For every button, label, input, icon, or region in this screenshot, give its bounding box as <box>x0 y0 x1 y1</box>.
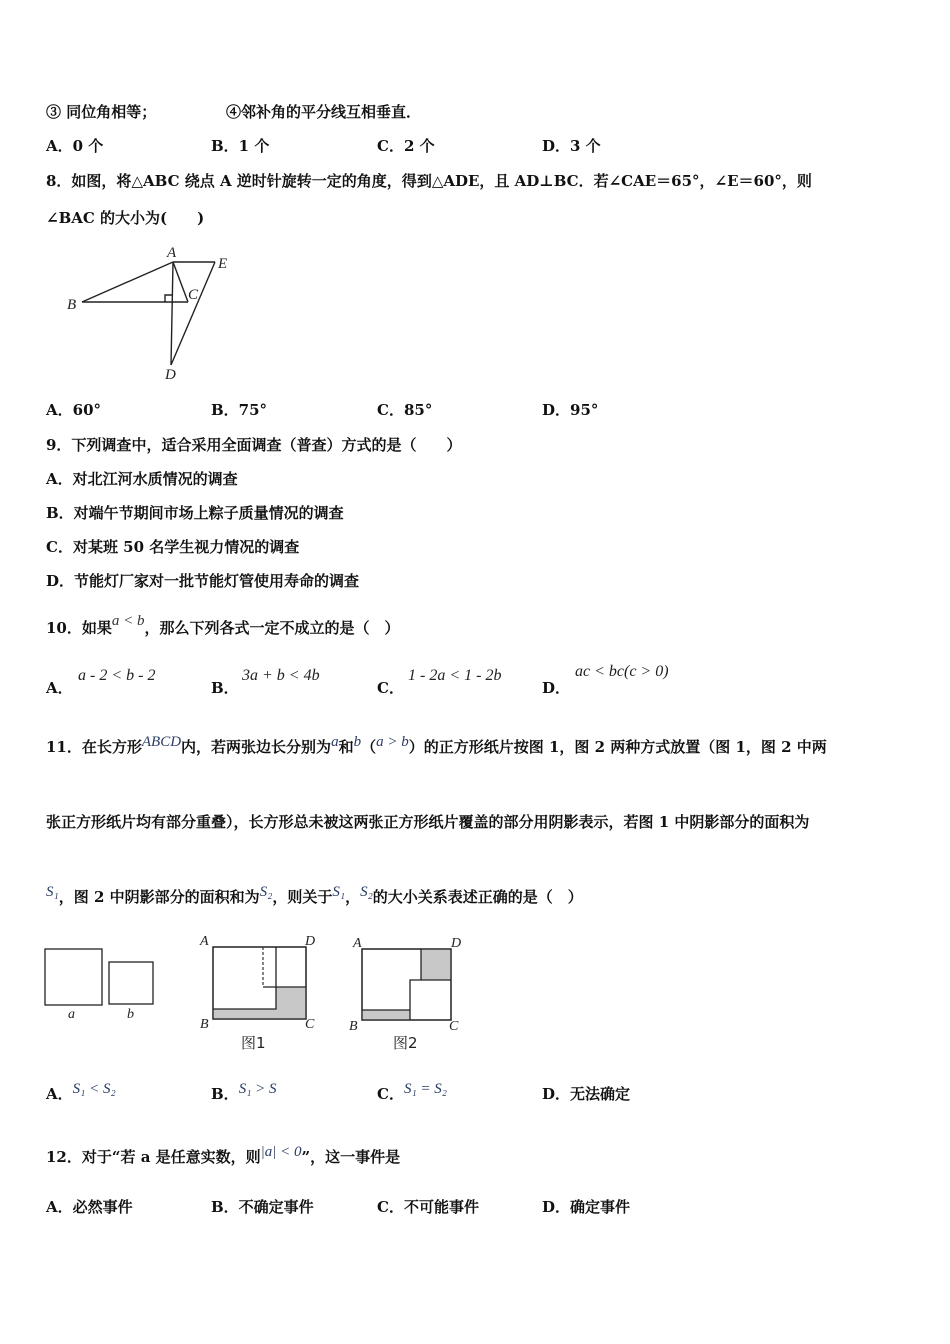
q10-option-b-expr: 3a + b < 4b <box>242 667 320 684</box>
q11-text-and: 和 <box>338 738 354 756</box>
q11-s1-ref: S₁ <box>332 884 346 900</box>
q12-option-a[interactable]: A．必然事件 <box>46 1198 133 1216</box>
q11-side-a: a <box>331 734 339 750</box>
segment-ad <box>171 262 173 365</box>
fig1-label-d: D <box>305 934 316 949</box>
q11-text-6: ，则关于 <box>272 888 333 906</box>
fig1-label-c: C <box>305 1017 315 1032</box>
q10-condition: a < b <box>111 613 145 629</box>
segment-ed <box>171 262 215 365</box>
q11-option-d-label: D． <box>542 1085 571 1103</box>
q10-option-c-label[interactable]: C． <box>377 679 404 697</box>
q11-option-b[interactable] <box>211 1081 277 1105</box>
q9-option-a[interactable]: A．对北江河水质情况的调查 <box>46 470 238 488</box>
q10-option-a-label[interactable]: A． <box>46 679 73 697</box>
q8-option-c[interactable]: C．85° <box>377 401 433 419</box>
q11-text-2: 内，若两张边长分别为 <box>181 738 332 756</box>
q9-option-b[interactable]: B．对端午节期间市场上粽子质量情况的调查 <box>46 504 344 522</box>
q7-statement-3: ③ 同位角相等； <box>46 103 157 121</box>
q12-option-c[interactable]: C．不可能事件 <box>377 1198 479 1216</box>
fig1-label-b: B <box>200 1017 209 1032</box>
fig2-label-d: D <box>451 936 462 951</box>
q11-text-5: ，图 2 中阴影部分的面积和为 <box>58 888 260 906</box>
q12-stem <box>46 1144 401 1168</box>
q7-statement-4: ④邻补角的平分线互相垂直． <box>226 103 422 121</box>
label-b: B <box>67 297 77 313</box>
q11-option-c-expr: S₁ = S₂ <box>403 1081 448 1097</box>
fig2-label-c: C <box>449 1019 459 1034</box>
q11-option-c[interactable] <box>377 1081 448 1105</box>
q10-prefix: 10．如果 <box>46 619 112 637</box>
fig2-shaded-top-right <box>421 949 451 980</box>
label-d: D <box>165 367 176 383</box>
figure-1 <box>213 947 306 1019</box>
q10-option-a-expr: a - 2 < b - 2 <box>78 667 156 684</box>
q10-option-d-expr: ac < bc(c > 0) <box>575 663 669 680</box>
q11-s1: S₁ <box>46 884 59 900</box>
q8-option-d[interactable]: D．95° <box>542 401 599 419</box>
q8-triangle-figure <box>60 240 240 385</box>
q8-option-a[interactable]: A．60° <box>46 401 102 419</box>
label-e: E <box>218 256 228 272</box>
fig2-label-a: A <box>353 936 362 951</box>
q11-option-b-label: B． <box>211 1085 239 1103</box>
fig2-caption: 图2 <box>393 1034 418 1052</box>
q11-figures <box>40 930 480 1055</box>
q10-option-c-expr: 1 - 2a < 1 - 2b <box>408 667 502 684</box>
q11-s2-ref: S₂ <box>360 884 373 900</box>
q11-stem-line3 <box>46 884 583 908</box>
q11-text-7: 的大小关系表述正确的是（ ） <box>372 888 583 906</box>
q11-condition: a > b <box>376 734 409 750</box>
q12-text-1: 12．对于“若 a 是任意实数，则 <box>46 1148 261 1166</box>
q11-stem-line1 <box>46 734 827 758</box>
q11-text-3: （ <box>361 738 377 756</box>
label-a: A <box>167 245 177 261</box>
q11-option-c-label: C． <box>377 1085 404 1103</box>
q11-s2: S₂ <box>259 884 273 900</box>
q11-option-d[interactable] <box>542 1084 630 1104</box>
q12-option-b[interactable]: B．不确定事件 <box>211 1198 314 1216</box>
q8-option-b[interactable]: B．75° <box>211 401 268 419</box>
q11-option-a-label: A． <box>46 1085 73 1103</box>
q8-stem-line1: 8．如图，将△ABC 绕点 A 逆时针旋转一定的角度，得到△ADE，且 AD⊥BC．若∠CAE＝65°，∠E＝60°，则 <box>46 172 812 190</box>
q12-expr: |a| < 0 <box>260 1144 302 1160</box>
q8-stem-line2: ∠BAC 的大小为( ) <box>46 209 205 227</box>
fig2-label-b: B <box>349 1019 358 1034</box>
fig2-shaded-bottom-left <box>362 1010 410 1020</box>
fig1-label-a: A <box>200 934 209 949</box>
q11-side-b: b <box>353 734 362 750</box>
q11-stem-line2: 张正方形纸片均有部分重叠），长方形总未被这两张正方形纸片覆盖的部分用阴影表示，若图 1 中阴影部分的面积为 <box>46 813 810 831</box>
q11-option-a-expr: S₁ < S₂ <box>72 1081 116 1097</box>
segment-ba <box>82 262 173 302</box>
figure-2 <box>362 949 451 1020</box>
square-b <box>109 962 153 1004</box>
q11-text-4: ）的正方形纸片按图 1，图 2 两种方式放置（图 1，图 2 中两 <box>408 738 827 756</box>
q10-stem <box>46 613 400 639</box>
q9-option-d[interactable]: D．节能灯厂家对一批节能灯管使用寿命的调查 <box>46 572 360 590</box>
q11-option-b-expr: S₁ > S <box>238 1081 277 1097</box>
q7-option-c[interactable]: C．2 个 <box>377 137 435 155</box>
segment-ac <box>173 262 188 302</box>
square-a <box>45 949 102 1005</box>
right-angle-mark <box>165 295 172 302</box>
q10-option-d-label[interactable]: D． <box>542 679 571 697</box>
q11-comma: ， <box>345 888 361 906</box>
q7-option-b[interactable]: B．1 个 <box>211 137 270 155</box>
q12-text-2: ”，这一事件是 <box>301 1148 401 1166</box>
square-b-label: b <box>127 1007 134 1022</box>
q10-option-b-label[interactable]: B． <box>211 679 239 697</box>
q7-option-a[interactable]: A．0 个 <box>46 137 104 155</box>
q10-suffix: ，那么下列各式一定不成立的是（ ） <box>144 619 400 637</box>
square-a-label: a <box>68 1007 75 1022</box>
q12-option-d[interactable]: D．确定事件 <box>542 1198 631 1216</box>
q11-option-d-expr: 无法确定 <box>570 1085 631 1103</box>
fig1-caption: 图1 <box>241 1034 266 1052</box>
q11-option-a[interactable] <box>46 1081 116 1105</box>
q9-stem: 9．下列调查中，适合采用全面调查（普查）方式的是（ ） <box>46 436 462 454</box>
q9-option-c[interactable]: C．对某班 50 名学生视力情况的调查 <box>46 538 300 556</box>
label-c: C <box>188 287 199 303</box>
q11-rect-name: ABCD <box>141 734 182 750</box>
q7-option-d[interactable]: D．3 个 <box>542 137 601 155</box>
q11-text-1: 11．在长方形 <box>46 738 142 756</box>
